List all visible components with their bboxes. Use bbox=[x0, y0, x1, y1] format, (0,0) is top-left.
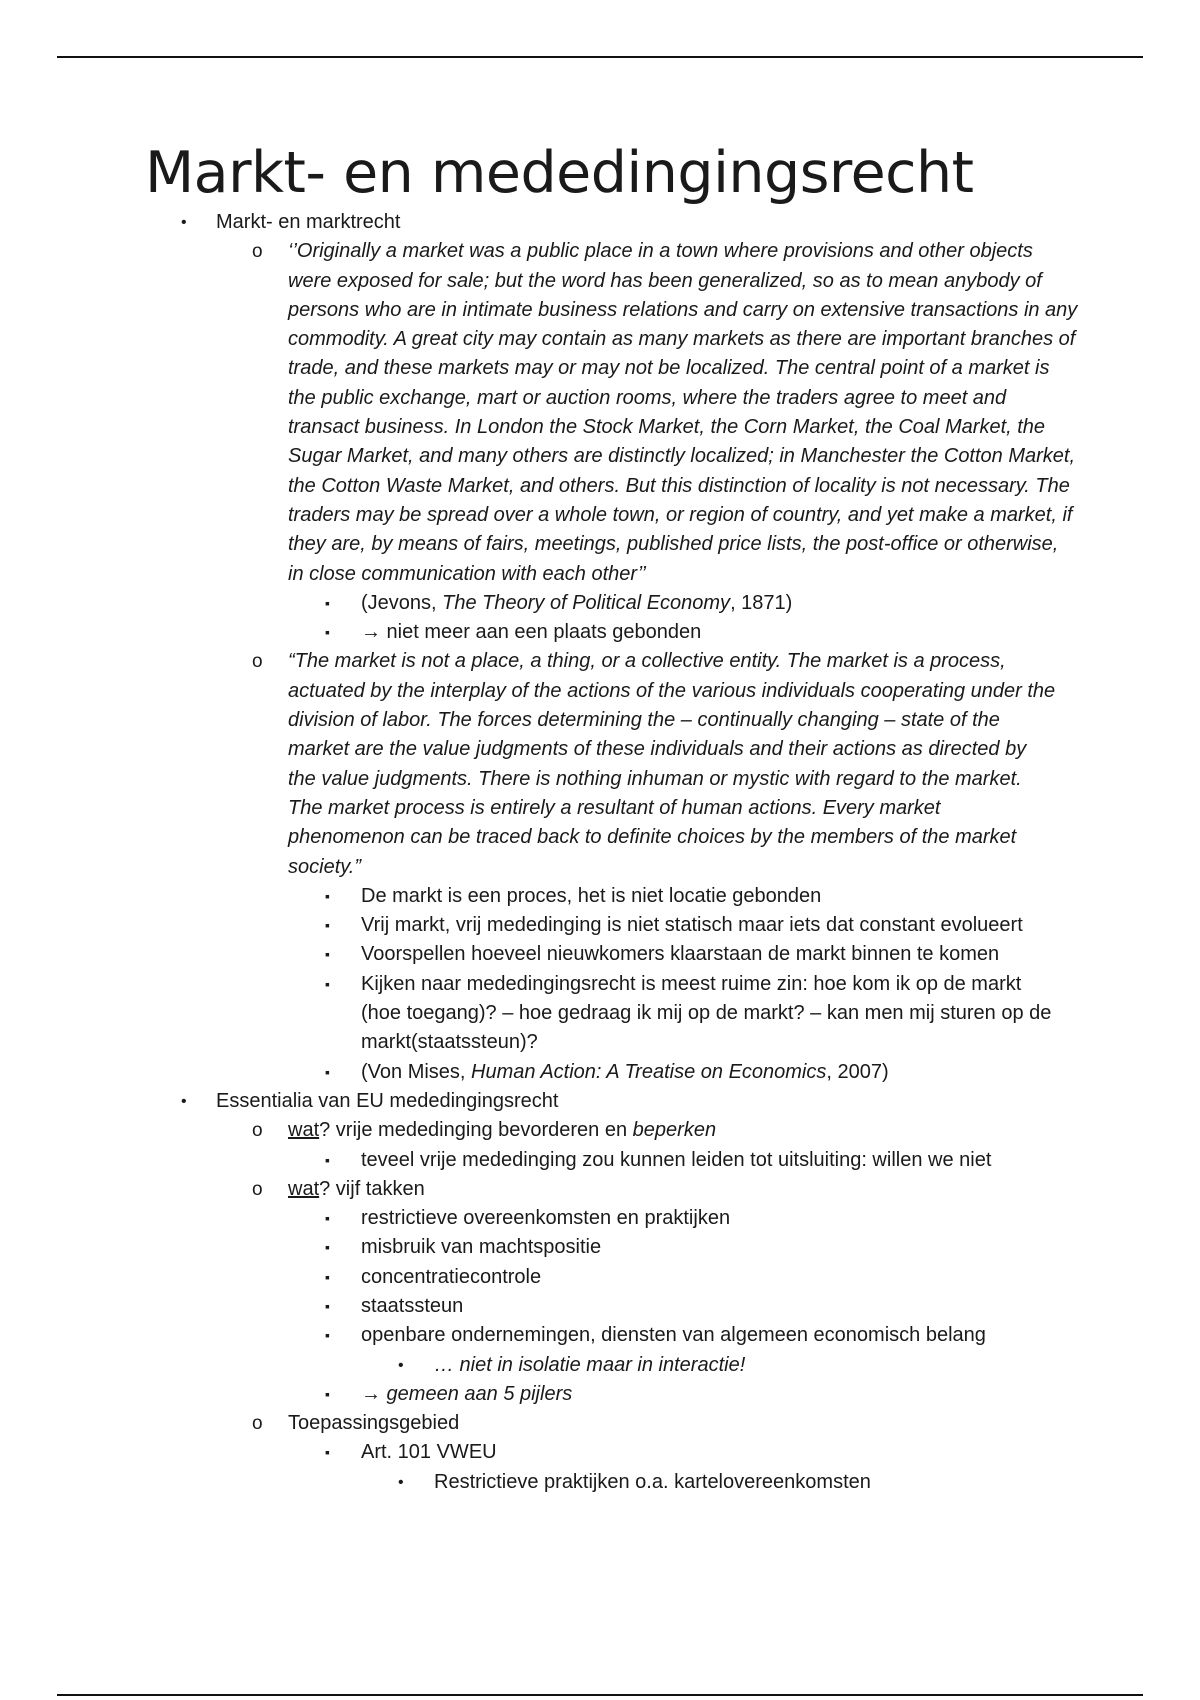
list-item-essentialia bbox=[0, 1087, 1200, 1116]
list-item-text: Kijken naar mededingingsrecht is meest ruime zin: hoe kom ik op de markt (hoe toegang)? – hoe gedraag ik mij op de markt? – kan men mij sturen op de markt(staatssteun)? bbox=[361, 972, 1052, 1054]
bullet-square-icon: ▪ bbox=[325, 1327, 330, 1344]
list-item-note bbox=[0, 1380, 1200, 1409]
list-item-text: Vrij markt, vrij mededinging is niet statisch maar iets dat constant evolueert bbox=[361, 914, 1023, 937]
list-item-text: … niet in isolatie maar in interactie! bbox=[434, 1353, 746, 1376]
page-title: Markt- en mededingingsrecht bbox=[145, 140, 974, 206]
list-item-text: Markt- en marktrecht bbox=[216, 211, 401, 233]
bullet-circle-icon: o bbox=[252, 651, 263, 673]
list-item-branch bbox=[0, 1233, 1200, 1262]
bullet-circle-icon: o bbox=[252, 1120, 263, 1142]
list-item-note bbox=[0, 1146, 1200, 1175]
list-item-text: misbruik van machtspositie bbox=[361, 1236, 602, 1259]
list-item-note bbox=[0, 618, 1200, 647]
list-item-text: wat? vijf takken bbox=[288, 1177, 425, 1200]
list-item-text: De markt is een proces, het is niet locatie gebonden bbox=[361, 884, 822, 907]
quote-von-mises bbox=[0, 647, 1200, 881]
list-item-toepassingsgebied bbox=[0, 1409, 1200, 1438]
list-item-text: teveel vrije mededinging zou kunnen leiden tot uitsluiting: willen we niet bbox=[361, 1148, 992, 1171]
bullet-square-icon: ▪ bbox=[325, 1268, 330, 1285]
list-item-text: Toepassingsgebied bbox=[288, 1412, 460, 1435]
bullet-square-icon: ▪ bbox=[325, 1297, 330, 1314]
list-item-text: → gemeen aan 5 pijlers bbox=[361, 1382, 573, 1405]
bullet-square-icon: ▪ bbox=[325, 624, 330, 641]
bullet-square-icon: ▪ bbox=[325, 594, 330, 611]
list-item-subnote bbox=[0, 1468, 1200, 1497]
quote-text: ‘’Originally a market was a public place in a town where provisions and other objects were exposed for sale; but the word has been generalized, so as to mean anybody of persons who are in intimate business relations and carry on extensive transactions in any commodity. A great city may contain as many markets as there are important branches of trade, and these markets may or may not be localized. The central point of a market is the public exchange, mart or auction rooms, where the traders agree to meet and transact business. In London the Stock Market, the Corn Market, the Coal Market, the Sugar Market, and many others are distinctly localized; in Manchester the Cotton Market, the Cotton Waste Market, and others. But this distinction of locality is not necessary. The traders may be spread over a whole town, or region of country, and yet make a market, if they are, by means of fairs, meetings, published price lists, the post-office or otherwise, in close communication with each other’’ bbox=[288, 240, 1078, 585]
list-item-source bbox=[0, 1058, 1200, 1087]
bullet-square-icon: ▪ bbox=[325, 1151, 330, 1168]
list-item-text: Voorspellen hoeveel nieuwkomers klaarstaan de markt binnen te komen bbox=[361, 943, 1000, 966]
list-item-text: Essentialia van EU mededingingsrecht bbox=[216, 1089, 559, 1112]
list-item-text: Art. 101 VWEU bbox=[361, 1441, 497, 1464]
citation-text: (Jevons, The Theory of Political Economy, 1871) bbox=[361, 591, 793, 614]
list-item-note bbox=[0, 882, 1200, 911]
list-item-branch bbox=[0, 1292, 1200, 1321]
bullet-disc-icon: • bbox=[398, 1473, 404, 1491]
bullet-square-icon: ▪ bbox=[325, 917, 330, 934]
bullet-square-icon: ▪ bbox=[325, 1385, 330, 1402]
bullet-disc-icon: • bbox=[181, 214, 187, 231]
bullet-disc-icon: • bbox=[181, 1092, 187, 1110]
bullet-square-icon: ▪ bbox=[325, 1444, 330, 1461]
list-item-wat-2 bbox=[0, 1175, 1200, 1204]
bullet-square-icon: ▪ bbox=[325, 975, 330, 992]
citation-text: (Von Mises, Human Action: A Treatise on Economics, 2007) bbox=[361, 1060, 889, 1083]
list-item-text: staatssteun bbox=[361, 1294, 464, 1317]
bullet-disc-icon: • bbox=[398, 1356, 404, 1374]
list-item-branch bbox=[0, 1204, 1200, 1233]
list-item-article bbox=[0, 1438, 1200, 1467]
bullet-square-icon: ▪ bbox=[325, 946, 330, 963]
list-item-source bbox=[0, 589, 1200, 618]
bullet-circle-icon: o bbox=[252, 241, 263, 263]
list-item-branch bbox=[0, 1263, 1200, 1292]
list-item-note bbox=[0, 970, 1200, 1058]
document-body bbox=[0, 208, 1200, 1497]
list-item-text: concentratiecontrole bbox=[361, 1265, 542, 1288]
list-item-note bbox=[0, 940, 1200, 969]
list-item-markt bbox=[0, 208, 1200, 237]
footer-rule bbox=[57, 1694, 1143, 1696]
quote-text: “The market is not a place, a thing, or a collective entity. The market is a process, actuated by the interplay of the actions of the various individuals cooperating under the division of labor. The forces determining the – continually changing – state of the market are the value judgments of these individuals and their actions as directed by the value judgments. There is nothing inhuman or mystic with regard to the market. The market process is entirely a resultant of human actions. Every market phenomenon can be traced back to definite choices by the members of the market society.” bbox=[288, 650, 1056, 878]
list-item-text: wat? vrije mededinging bevorderen en beperken bbox=[288, 1119, 717, 1142]
header-rule bbox=[57, 56, 1143, 58]
list-item-text: → niet meer aan een plaats gebonden bbox=[361, 621, 702, 644]
bullet-circle-icon: o bbox=[252, 1178, 263, 1200]
quote-jevons bbox=[0, 237, 1200, 589]
list-item-note bbox=[0, 911, 1200, 940]
bullet-square-icon: ▪ bbox=[325, 1063, 330, 1080]
list-item-branch bbox=[0, 1321, 1200, 1350]
list-item-text: openbare ondernemingen, diensten van algemeen economisch belang bbox=[361, 1324, 986, 1347]
list-item-wat-1 bbox=[0, 1116, 1200, 1145]
list-item-subnote bbox=[0, 1351, 1200, 1380]
bullet-square-icon: ▪ bbox=[325, 1210, 330, 1227]
bullet-square-icon: ▪ bbox=[325, 1239, 330, 1256]
list-item-text: Restrictieve praktijken o.a. kartelovereenkomsten bbox=[434, 1470, 871, 1493]
bullet-circle-icon: o bbox=[252, 1413, 263, 1435]
bullet-square-icon: ▪ bbox=[325, 887, 330, 904]
list-item-text: restrictieve overeenkomsten en praktijken bbox=[361, 1207, 731, 1230]
